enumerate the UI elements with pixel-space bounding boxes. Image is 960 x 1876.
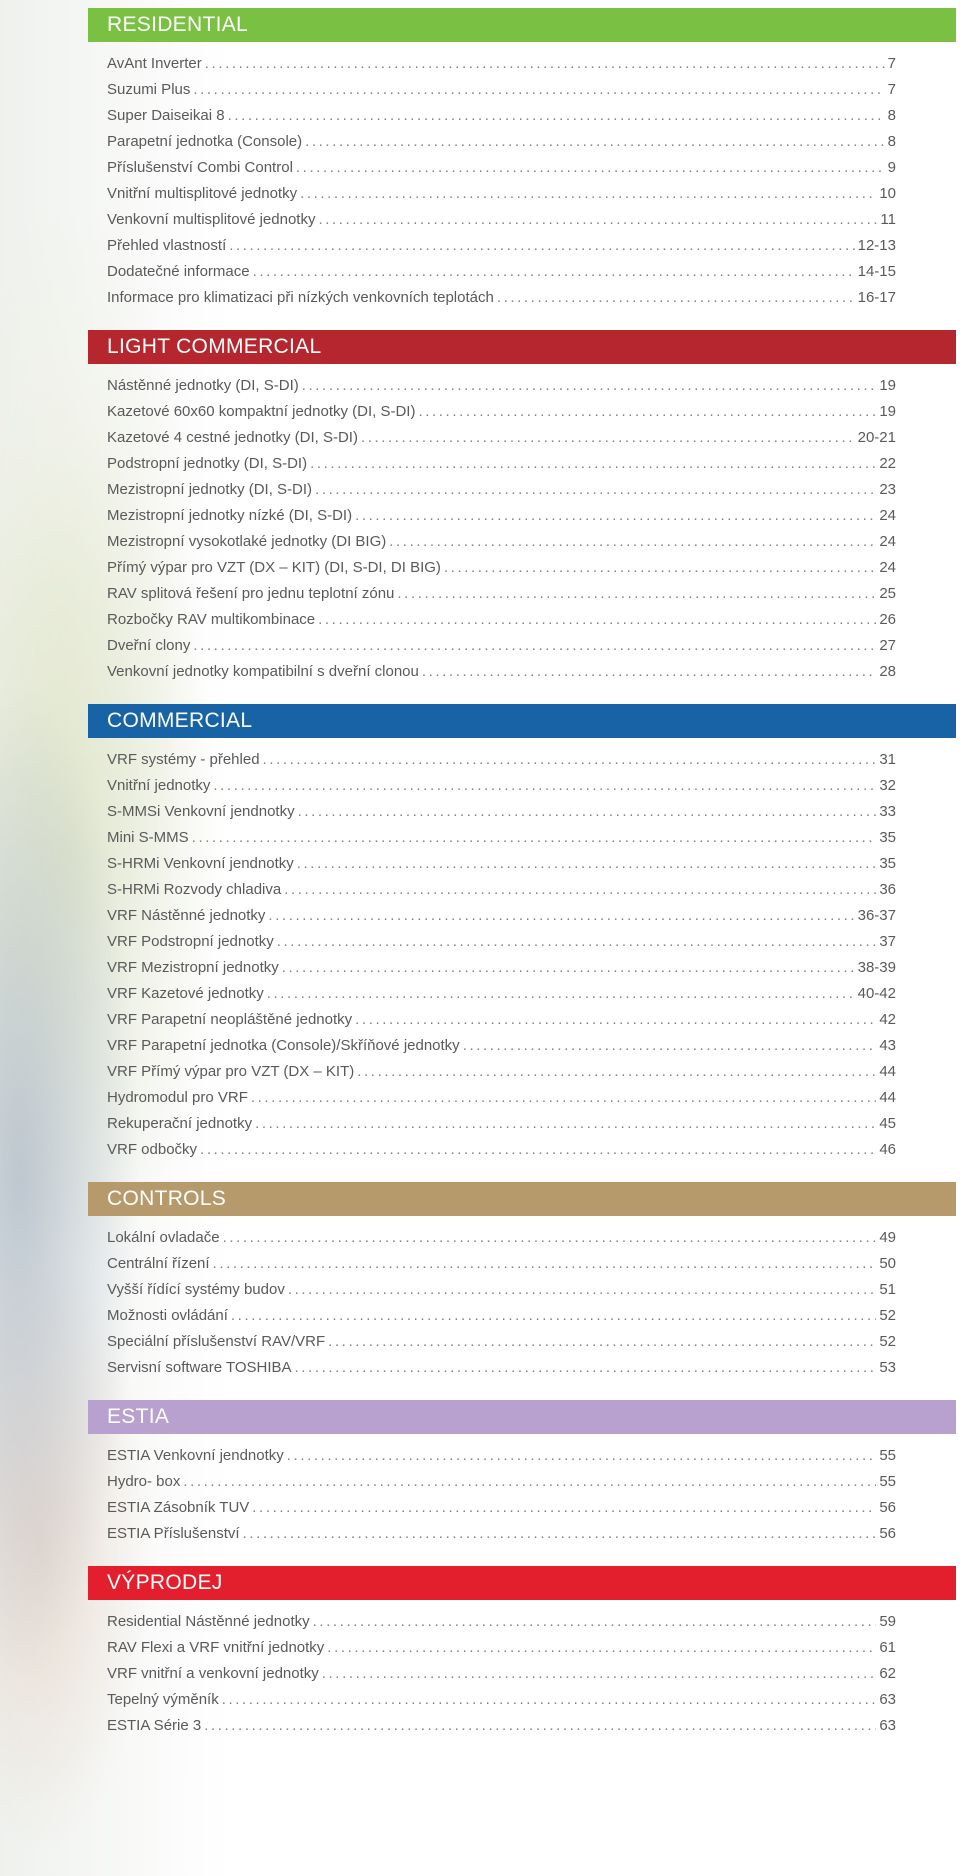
dot-leader [318,207,877,233]
entry-title: ESTIA Venkovní jendnotky [107,1447,284,1464]
page-number: 28 [879,663,896,680]
section-header: RESIDENTIAL [88,8,956,42]
toc-entry[interactable] [88,181,956,207]
page-number: 40-42 [857,985,896,1002]
dot-leader [355,503,876,529]
toc-entry[interactable] [88,425,956,451]
dot-leader [205,51,885,77]
toc-section [88,8,956,311]
dot-leader [318,607,876,633]
toc-entry[interactable] [88,207,956,233]
dot-leader [282,955,855,981]
toc-entry[interactable] [88,477,956,503]
page-number: 62 [879,1665,896,1682]
entry-title: ESTIA Příslušenství [107,1525,240,1542]
dot-leader [361,425,855,451]
entry-title: Možnosti ovládání [107,1307,228,1324]
toc-entry[interactable] [88,103,956,129]
toc-entry[interactable] [88,373,956,399]
toc-entry[interactable] [88,1329,956,1355]
toc-entry[interactable] [88,929,956,955]
page-number: 24 [879,507,896,524]
dot-leader [418,399,876,425]
toc-entry[interactable] [88,503,956,529]
toc-entry[interactable] [88,1111,956,1137]
dot-leader [228,103,885,129]
entry-title: VRF Kazetové jednotky [107,985,264,1002]
toc-section [88,1400,956,1547]
page-number: 59 [879,1613,896,1630]
dot-leader [397,581,876,607]
dot-leader [255,1111,876,1137]
toc-entry[interactable] [88,399,956,425]
toc-entry[interactable] [88,581,956,607]
page-number: 9 [887,159,896,176]
toc-entry[interactable] [88,1713,956,1739]
entry-title: Mini S-MMS [107,829,189,846]
dot-leader [200,1137,876,1163]
dot-leader [305,129,885,155]
dot-leader [229,233,854,259]
page-number: 7 [887,81,896,98]
page-number: 44 [879,1063,896,1080]
toc-entry[interactable] [88,1225,956,1251]
page-number: 31 [879,751,896,768]
toc-entry[interactable] [88,825,956,851]
entry-title: VRF Nástěnné jednotky [107,907,266,924]
dot-leader [357,1059,876,1085]
toc-entry[interactable] [88,555,956,581]
dot-leader [389,529,876,555]
entry-title: Hydro- box [107,1473,181,1490]
toc-entry[interactable] [88,155,956,181]
section-header: LIGHT COMMERCIAL [88,330,956,364]
toc-entry[interactable] [88,773,956,799]
dot-leader [183,1469,876,1495]
entry-title: Mezistropní jednotky nízké (DI, S-DI) [107,507,353,524]
entry-title: Přímý výpar pro VZT (DX – KIT) (DI, S-DI, DI BIG) [107,559,441,576]
toc-entry[interactable] [88,659,956,685]
page-number: 51 [879,1281,896,1298]
toc-entry[interactable] [88,1609,956,1635]
page-number: 12-13 [857,237,896,254]
dot-leader [295,1355,877,1381]
toc-section [88,330,956,685]
page-number: 20-21 [857,429,896,446]
page-number: 8 [887,133,896,150]
toc-entry[interactable] [88,1085,956,1111]
entry-title: Centrální řízení [107,1255,210,1272]
section-header: CONTROLS [88,1182,956,1216]
dot-leader [288,1277,876,1303]
entry-title: Servisní software TOSHIBA [107,1359,292,1376]
dot-leader [277,929,877,955]
toc-section [88,1566,956,1739]
section-header: COMMERCIAL [88,704,956,738]
toc-entry[interactable] [88,1521,956,1547]
entry-title: Nástěnné jednotky (DI, S-DI) [107,377,299,394]
dot-leader [315,477,876,503]
toc-entry[interactable] [88,981,956,1007]
entry-title: Lokální ovladače [107,1229,220,1246]
page-number: 19 [879,403,896,420]
page-number: 19 [879,377,896,394]
page-number: 7 [887,55,896,72]
entry-title: Příslušenství Combi Control [107,159,293,176]
page-number: 45 [879,1115,896,1132]
page-number: 36-37 [857,907,896,924]
page-number: 55 [879,1473,896,1490]
entry-title: Vnitřní multisplitové jednotky [107,185,298,202]
page-number: 14-15 [857,263,896,280]
page-number: 22 [879,455,896,472]
toc-entry[interactable] [88,955,956,981]
toc-entry[interactable] [88,1495,956,1521]
entry-title: S-MMSi Venkovní jendnotky [107,803,295,820]
page-number: 8 [887,107,896,124]
page-number: 52 [879,1307,896,1324]
page-number: 37 [879,933,896,950]
toc-entry[interactable] [88,1007,956,1033]
page-number: 38-39 [857,959,896,976]
entry-title: Kazetové 60x60 kompaktní jednotky (DI, S-DI) [107,403,416,420]
dot-leader [251,1085,876,1111]
entry-title: VRF vnitřní a venkovní jednotky [107,1665,319,1682]
page-number: 36 [879,881,896,898]
section-header: ESTIA [88,1400,956,1434]
entry-title: Tepelný výměník [107,1691,219,1708]
page-number: 10 [879,185,896,202]
dot-leader [253,259,855,285]
dot-leader [298,799,877,825]
toc-entry[interactable] [88,877,956,903]
entry-title: ESTIA Série 3 [107,1717,202,1734]
dot-leader [263,747,877,773]
entry-title: Parapetní jednotka (Console) [107,133,303,150]
page-number: 25 [879,585,896,602]
dot-leader [287,1443,877,1469]
entry-title: Mezistropní jednotky (DI, S-DI) [107,481,313,498]
page-number: 42 [879,1011,896,1028]
entry-title: VRF Podstropní jednotky [107,933,274,950]
toc-entry[interactable] [88,1277,956,1303]
entry-title: Kazetové 4 cestné jednotky (DI, S-DI) [107,429,358,446]
dot-leader [313,1609,877,1635]
page-number: 63 [879,1717,896,1734]
entry-title: Venkovní jednotky kompatibilní s dveřní clonou [107,663,419,680]
entry-title: Mezistropní vysokotlaké jednotky (DI BIG) [107,533,387,550]
entry-title: VRF Mezistropní jednotky [107,959,279,976]
entry-title: VRF Parapetní neopláštěné jednotky [107,1011,353,1028]
page-number: 11 [880,211,896,228]
dot-leader [222,1687,877,1713]
entry-title: Dveřní clony [107,637,191,654]
dot-leader [213,773,876,799]
dot-leader [267,981,855,1007]
toc-section [88,704,956,1163]
toc-entry[interactable] [88,1469,956,1495]
dot-leader [310,451,876,477]
toc-entry[interactable] [88,903,956,929]
dot-leader [243,1521,877,1547]
toc-entry[interactable] [88,1661,956,1687]
dot-leader [463,1033,877,1059]
page-number: 26 [879,611,896,628]
entry-title: AvAnt Inverter [107,55,202,72]
dot-leader [193,77,884,103]
toc-entry[interactable] [88,129,956,155]
dot-leader [322,1661,877,1687]
entry-title: Rekuperační jednotky [107,1115,253,1132]
entry-title: Speciální příslušenství RAV/VRF [107,1333,326,1350]
dot-leader [422,659,876,685]
entry-title: VRF systémy - přehled [107,751,260,768]
page-number: 32 [879,777,896,794]
entry-title: Informace pro klimatizaci při nízkých venkovních teplotách [107,289,494,306]
dot-leader [204,1713,876,1739]
toc-entry[interactable] [88,1059,956,1085]
entry-title: S-HRMi Rozvody chladiva [107,881,282,898]
page-number: 44 [879,1089,896,1106]
toc-entry[interactable] [88,607,956,633]
entry-title: Residential Nástěnné jednotky [107,1613,310,1630]
page-number: 27 [879,637,896,654]
toc-section [88,1182,956,1381]
entry-title: VRF Přímý výpar pro VZT (DX – KIT) [107,1063,355,1080]
page-number: 61 [879,1639,896,1656]
toc-entry[interactable] [88,633,956,659]
dot-leader [252,1495,876,1521]
entry-title: Dodatečné informace [107,263,250,280]
page-number: 63 [879,1691,896,1708]
entry-title: VRF odbočky [107,1141,198,1158]
toc-entry[interactable] [88,1635,956,1661]
section-header: VÝPRODEJ [88,1566,956,1600]
page-number: 56 [879,1499,896,1516]
toc-entry[interactable] [88,451,956,477]
toc-entry[interactable] [88,77,956,103]
toc-entry[interactable] [88,1303,956,1329]
toc-entry[interactable] [88,285,956,311]
page-number: 50 [879,1255,896,1272]
toc-entry[interactable] [88,1687,956,1713]
entry-title: Rozbočky RAV multikombinace [107,611,316,628]
page-number: 35 [879,855,896,872]
toc-entry[interactable] [88,259,956,285]
page-number: 46 [879,1141,896,1158]
entry-title: Vnitřní jednotky [107,777,211,794]
dot-leader [193,633,876,659]
page-number: 56 [879,1525,896,1542]
page-number: 55 [879,1447,896,1464]
entry-title: Venkovní multisplitové jednotky [107,211,316,228]
dot-leader [327,1635,876,1661]
entry-title: ESTIA Zásobník TUV [107,1499,250,1516]
toc-entry[interactable] [88,529,956,555]
entry-title: RAV splitová řešení pro jednu teplotní zónu [107,585,395,602]
toc-entry[interactable] [88,233,956,259]
dot-leader [213,1251,877,1277]
page-number: 24 [879,559,896,576]
entry-title: Suzumi Plus [107,81,191,98]
dot-leader [355,1007,876,1033]
toc-entry[interactable] [88,1355,956,1381]
dot-leader [300,181,876,207]
table-of-contents [88,8,956,1758]
page-number: 35 [879,829,896,846]
entry-title: RAV Flexi a VRF vnitřní jednotky [107,1639,325,1656]
entry-title: Vyšší řídící systémy budov [107,1281,285,1298]
dot-leader [231,1303,876,1329]
dot-leader [296,155,885,181]
toc-entry[interactable] [88,51,956,77]
toc-entry[interactable] [88,799,956,825]
page-number: 43 [879,1037,896,1054]
entry-title: Podstropní jednotky (DI, S-DI) [107,455,308,472]
toc-entry[interactable] [88,747,956,773]
entry-title: S-HRMi Venkovní jendnotky [107,855,294,872]
toc-entry[interactable] [88,851,956,877]
dot-leader [444,555,876,581]
entry-title: Přehled vlastností [107,237,227,254]
dot-leader [328,1329,876,1355]
page-number: 53 [879,1359,896,1376]
toc-entry[interactable] [88,1137,956,1163]
entry-title: Hydromodul pro VRF [107,1089,248,1106]
page-number: 33 [879,803,896,820]
toc-entry[interactable] [88,1251,956,1277]
dot-leader [192,825,877,851]
page-number: 52 [879,1333,896,1350]
dot-leader [497,285,855,311]
dot-leader [223,1225,877,1251]
entry-title: Super Daiseikai 8 [107,107,225,124]
page-number: 23 [879,481,896,498]
page-number: 24 [879,533,896,550]
toc-entry[interactable] [88,1033,956,1059]
dot-leader [302,373,877,399]
page-number: 16-17 [857,289,896,306]
dot-leader [284,877,876,903]
dot-leader [297,851,877,877]
toc-entry[interactable] [88,1443,956,1469]
dot-leader [268,903,854,929]
page-number: 49 [879,1229,896,1246]
entry-title: VRF Parapetní jednotka (Console)/Skříňové jednotky [107,1037,460,1054]
